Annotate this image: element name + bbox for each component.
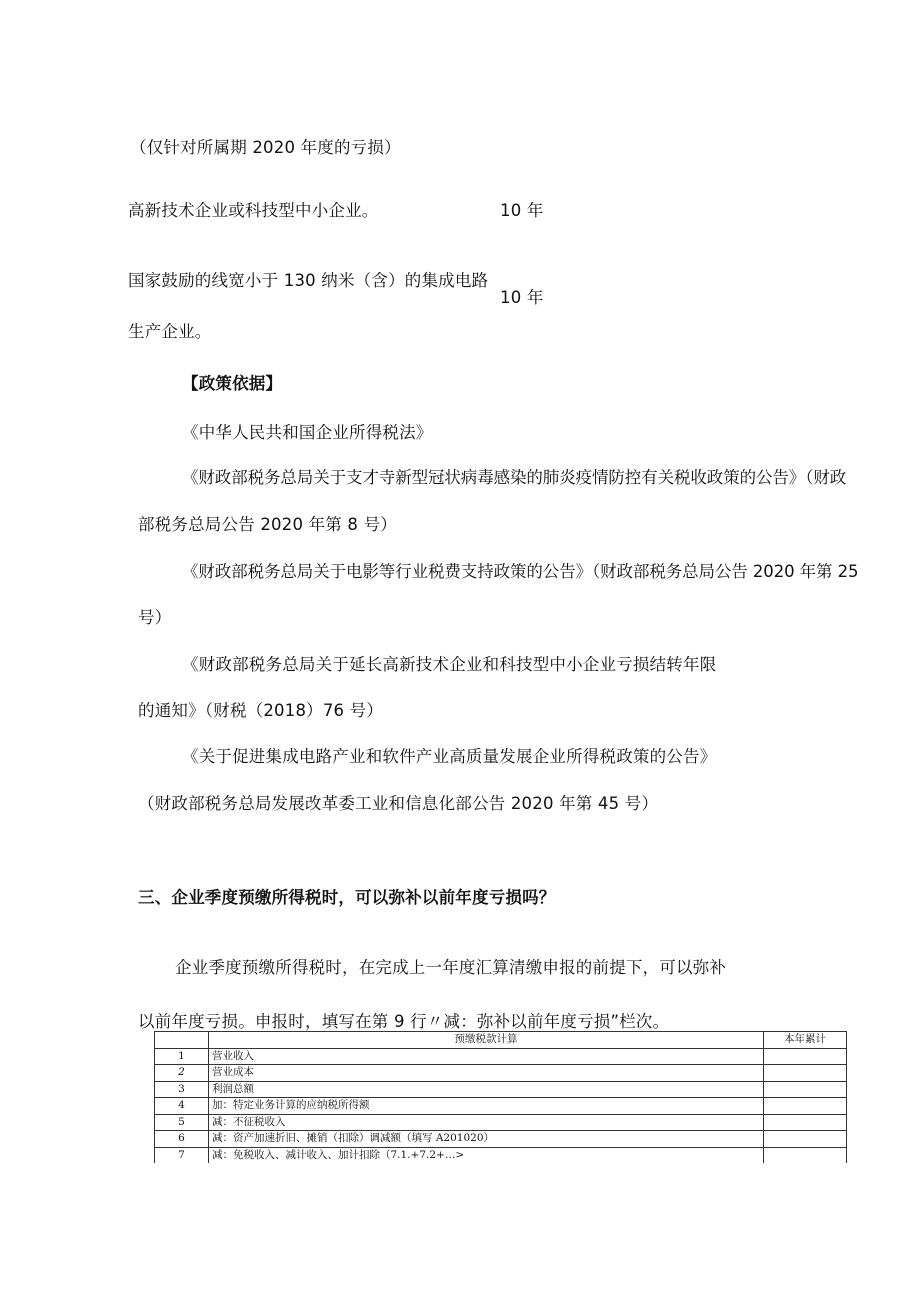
table-row: [155, 1147, 847, 1163]
years-value-1: 10 年: [500, 201, 544, 220]
row-value-cell: [764, 1147, 847, 1163]
table-row: [155, 1131, 847, 1148]
policy-ref-1: 《中华人民共和国企业所得税法》: [182, 423, 433, 442]
policy-heading: 【政策依据】: [182, 374, 283, 393]
policy-ref-4a: 《财政部税务总局关于延长高新技术企业和科技型中小企业亏损结转年限: [182, 655, 717, 674]
row-number: 3: [155, 1081, 209, 1098]
policy-ref-3a: 《财政部税务总局关于电影等行业税费支持政策的公告》（财政部税务总局公告 2020 年第 25: [182, 562, 859, 581]
policy-ref-2b: 部税务总局公告 2020 年第 8 号）: [138, 515, 397, 534]
row-label: 营业成本: [209, 1065, 764, 1082]
row-value-cell: [764, 1065, 847, 1082]
row-label: 加：特定业务计算的应纳税所得额: [209, 1098, 764, 1115]
text-line-2: 高新技术企业或科技型中小企业。: [128, 201, 379, 220]
text-line-1: （仅针对所属期 2020 年度的亏损）: [130, 138, 401, 157]
row-value-cell: [764, 1098, 847, 1115]
header-calc: 预缴税款计算: [209, 1032, 764, 1049]
row-number: 5: [155, 1114, 209, 1131]
row-number: 4: [155, 1098, 209, 1115]
row-value-cell: [764, 1081, 847, 1098]
row-number: 6: [155, 1131, 209, 1148]
row-label: 减：免税收入、减计收入、加计扣除（7.1.+7.2+…>: [209, 1147, 764, 1163]
policy-ref-2a: 《财政部税务总局关于支才寺新型冠状病毒感染的肺炎疫情防控有关税收政策的公告》（财政: [182, 468, 847, 487]
years-value-2: 10 年: [500, 288, 544, 307]
policy-ref-3b: 号）: [138, 608, 172, 627]
row-number: 2: [155, 1065, 209, 1082]
table-row: [155, 1098, 847, 1115]
header-number-cell: [155, 1032, 209, 1049]
row-value-cell: [764, 1048, 847, 1065]
policy-ref-5b: （财政部税务总局发展改革委工业和信息化部公告 2020 年第 45 号）: [138, 794, 659, 813]
row-number: 1: [155, 1048, 209, 1065]
row-label: 营业收入: [209, 1048, 764, 1065]
row-label: 减：资产加速折旧、摊销（扣除）调减额（填写 A201020）: [209, 1131, 764, 1148]
table-row: [155, 1065, 847, 1082]
policy-ref-4b: 的通知》（财税（2018）76 号）: [138, 701, 384, 720]
answer-line-2: 以前年度亏损。申报时，填写在第 9 行〃减：弥补以前年度亏损”栏次。: [138, 1012, 670, 1031]
policy-ref-5a: 《关于促进集成电路产业和软件产业高质量发展企业所得税政策的公告》: [182, 747, 717, 766]
tax-prepayment-table: [154, 1031, 847, 1163]
row-value-cell: [764, 1131, 847, 1148]
row-value-cell: [764, 1114, 847, 1131]
table-row: [155, 1114, 847, 1131]
table-header-row: [155, 1032, 847, 1049]
row-label: 利润总额: [209, 1081, 764, 1098]
text-line-4: 生产企业。: [128, 322, 212, 341]
table-row: [155, 1081, 847, 1098]
answer-line-1: 企业季度预缴所得税时，在完成上一年度汇算清缴申报的前提下，可以弥补: [175, 958, 727, 977]
header-year-total: 本年累计: [764, 1032, 847, 1049]
section-3-heading: 三、企业季度预缴所得税时，可以弥补以前年度亏损吗？: [138, 888, 556, 907]
text-line-3: 国家鼓励的线宽小于 130 纳米（含）的集成电路: [128, 271, 489, 290]
row-label: 减：不征税收入: [209, 1114, 764, 1131]
table-row: [155, 1048, 847, 1065]
row-number: 7: [155, 1147, 209, 1163]
